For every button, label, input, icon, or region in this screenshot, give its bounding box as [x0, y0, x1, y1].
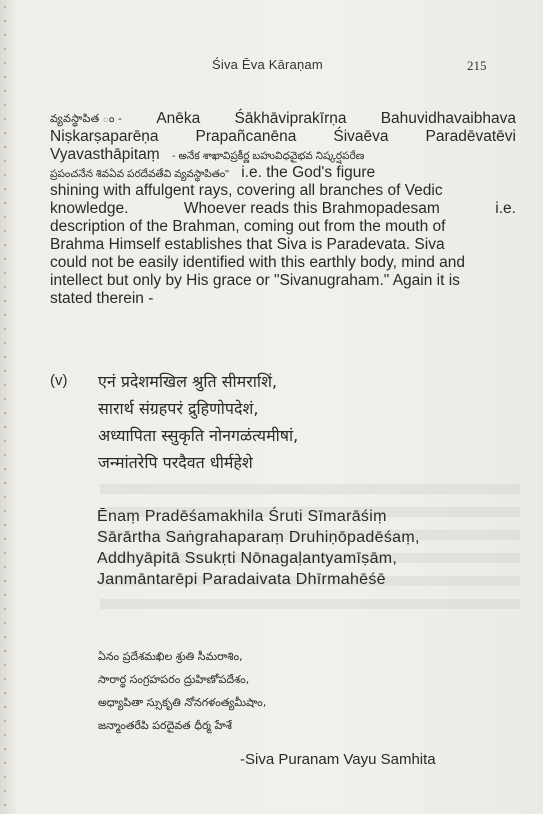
- telugu-verse-line: జన్మాంతరేపి పరదైవత ధీర్మ హేశే: [98, 719, 232, 732]
- paragraph-line: description of the Brahman, coming out from the mouth of: [50, 218, 446, 235]
- paragraph-word: Paradēvatēvi: [425, 128, 516, 145]
- telugu-inline-text: వ్యవస్థాపిత ం -: [50, 113, 123, 125]
- page-header: [0, 57, 543, 75]
- paragraph-word: knowledge.: [50, 200, 129, 217]
- telugu-verse-line: ఏనం ప్రదేశమఖిల శ్రుతి సీమరాశిం,: [98, 650, 243, 663]
- paragraph-line: stated therein -: [50, 290, 154, 307]
- transliterated-verse: [97, 506, 517, 590]
- page-binding-edge: [3, 0, 7, 814]
- paragraph-line: [50, 128, 516, 146]
- paragraph-word: Śākhāviprakīrṇa: [234, 110, 347, 127]
- verse-source-citation: -Siva Puranam Vayu Samhita: [240, 751, 436, 768]
- paragraph-line: [50, 164, 516, 182]
- paragraph-line: intellect but only by His grace or "Sivanugraham." Again it is: [50, 272, 460, 289]
- telugu-verse: [98, 645, 508, 737]
- telugu-verse-line: అధ్యాపితా స్సుకృతి నోనగళంత్యమీషాం,: [98, 696, 267, 709]
- telugu-verse-line: సారార్థ సంగ్రహపరం ద్రుహిణోపదేశం,: [98, 673, 250, 686]
- paragraph-line: Brahma Himself establishes that Siva is Paradevata. Siva: [50, 236, 445, 253]
- telugu-inline-text: - అనేక శాఖావిప్రకీర్ణ బహువిధవైభవ నిష్కర్షపరేణ: [172, 150, 365, 162]
- body-paragraph: [50, 110, 516, 308]
- running-title: Śiva Ēva Kāraṇam: [212, 57, 323, 72]
- paragraph-line: could not be easily identified with this earthly body, mind and: [50, 254, 466, 271]
- paragraph-word: Anēka: [156, 110, 201, 127]
- transliteration-line: Sārārtha Saṅgrahaparaṃ Druhiṇōpadēśaṃ,: [97, 529, 420, 546]
- paragraph-text: i.e. the God's figure: [241, 164, 376, 181]
- telugu-inline-text: ప్రపంచనేన శివఏవ పరదేవతేవి వ్యవస్థాపితం": [50, 168, 229, 180]
- paragraph-word: i.e.: [495, 200, 516, 217]
- paragraph-word: Whoever reads this Brahmopadesam: [183, 200, 440, 217]
- devanagari-verse: [98, 368, 518, 476]
- paragraph-line: [50, 110, 516, 128]
- transliteration-line: Janmāntarēpi Paradaivata Dhīrmahēśē: [97, 571, 386, 588]
- paragraph-word: Bahuvidhavaibhava: [380, 110, 516, 127]
- paragraph-word: Niṣkarṣaparēṇa: [50, 128, 159, 145]
- devanagari-verse-line: सारार्थ संग्रहपरं द्रुहिणोपदेशं,: [98, 399, 259, 418]
- transliteration-line: Ēnaṃ Pradēśamakhila Śruti Sīmarāśiṃ: [97, 508, 387, 525]
- verse-label: (v): [50, 372, 68, 389]
- paragraph-line: [50, 146, 516, 164]
- page-number: 215: [467, 58, 487, 73]
- devanagari-verse-line: जन्मांतरेपि परदैवत धीर्महेशे: [98, 453, 253, 472]
- paragraph-word: Vyavasthāpitaṃ: [50, 146, 160, 163]
- devanagari-verse-line: अध्यापिता स्सुकृति नोनगळंत्यमीषां,: [98, 426, 299, 445]
- paragraph-line: shining with affulgent rays, covering all branches of Vedic: [50, 182, 443, 199]
- devanagari-verse-line: एनं प्रदेशमखिल श्रुति सीमराशिं,: [98, 372, 278, 391]
- transliteration-line: Addhyāpitā Ssukṛti Nōnagaḷantyamīṣām,: [97, 550, 398, 567]
- paragraph-word: Śivaēva: [333, 128, 389, 145]
- paragraph-line: [50, 200, 516, 218]
- paragraph-word: Prapañcanēna: [195, 128, 297, 145]
